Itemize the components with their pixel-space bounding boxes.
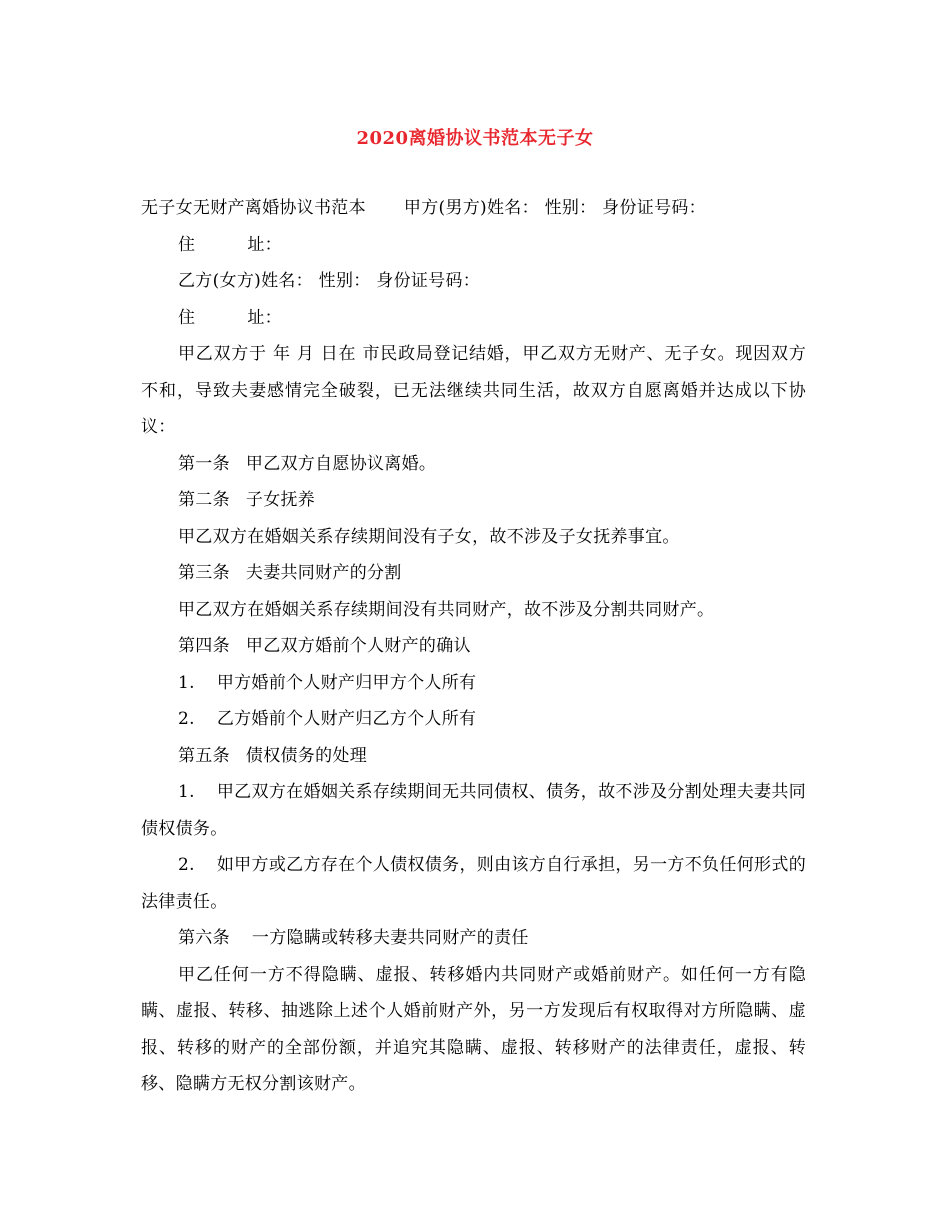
doc-name: 无子女无财产离婚协议书范本	[141, 198, 366, 218]
party-b-info: 乙方(女方)姓名： 性别： 身份证号码：	[178, 271, 481, 291]
party-a-address: 住 址：	[178, 234, 282, 255]
article-4-item: 2. 乙方婚前个人财产归乙方个人所有	[178, 709, 477, 729]
article-5-item: 1. 甲乙双方在婚姻关系存续期间无共同债权、债务，故不涉及分割处理夫妻共同债权债务。	[141, 782, 806, 839]
article-3-body: 甲乙双方在婚姻关系存续期间没有共同财产，故不涉及分割共同财产。	[178, 599, 715, 620]
article-5-heading: 第五条 债权债务的处理	[178, 745, 368, 766]
intro-line	[141, 190, 806, 227]
article-3-heading: 第三条 夫妻共同财产的分割	[178, 563, 402, 583]
article-4-item: 1. 甲方婚前个人财产归甲方个人所有	[178, 672, 477, 693]
document-body	[141, 190, 806, 1103]
document-title: 2020离婚协议书范本无子女	[356, 128, 594, 149]
party-b-address: 住 址：	[178, 307, 282, 328]
article-5-item: 2. 如甲方或乙方存在个人债权债务，则由该方自行承担，另一方不负任何形式的法律责任。	[141, 855, 806, 912]
article-4-heading: 第四条 甲乙双方婚前个人财产的确认	[178, 636, 471, 656]
party-a-info: 甲方(男方)姓名： 性别： 身份证号码：	[403, 198, 706, 218]
article-1-heading: 第一条 甲乙双方自愿协议离婚。	[178, 453, 437, 474]
article-2-body: 甲乙双方在婚姻关系存续期间没有子女，故不涉及子女抚养事宜。	[178, 526, 680, 547]
preamble: 甲乙双方于 年 月 日在 市民政局登记结婚，甲乙双方无财产、无子女。现因双方 不和，导致夫妻感情完全破裂，已无法继续共同生活，故双方自愿离婚并达成以下协议：	[141, 344, 806, 437]
article-6-heading: 第六条 一方隐瞒或转移夫妻共同财产的责任	[178, 928, 529, 948]
article-2-heading: 第二条 子女抚养	[178, 490, 316, 510]
article-6-body: 甲乙任何一方不得隐瞒、虚报、转移婚内共同财产或婚前财产。如任何一方有隐瞒、虚报、转移、抽逃除上述个人婚前财产外，另一方发现后有权取得对方所隐瞒、虚报、转移的财产的全部份额，并追究其隐瞒、虚报、转移财产的法律责任，虚报、转移、隐瞒方无权分割该财产。	[141, 964, 806, 1094]
